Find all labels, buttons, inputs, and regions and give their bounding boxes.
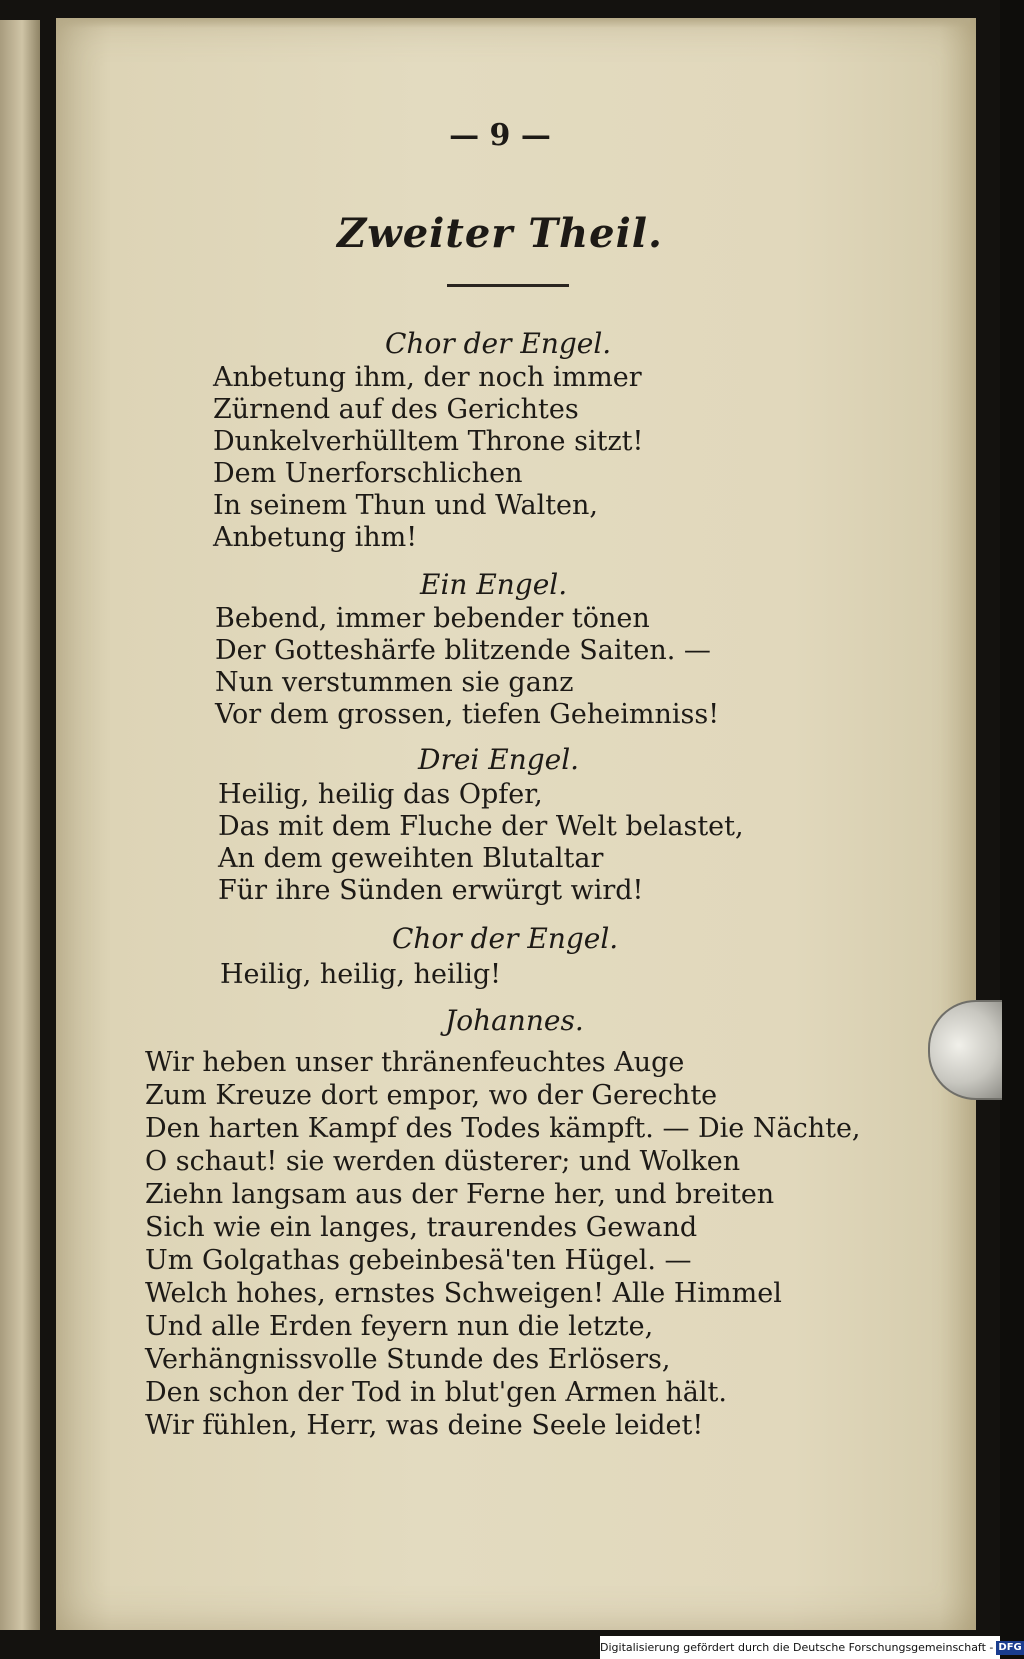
verse-block-3 (218, 779, 744, 907)
verse-line: Wir fühlen, Herr, was deine Seele leidet! (145, 1410, 704, 1441)
verse-line: In seinem Thun und Walten, (213, 490, 599, 521)
chapter-title: Zweiter Theil. (337, 210, 663, 257)
title-divider (447, 284, 569, 287)
verse-line: Dunkelverhülltem Throne sitzt! (213, 426, 644, 457)
verse-line: Das mit dem Fluche der Welt belastet, (218, 811, 744, 842)
verse-line: Vor dem grossen, tiefen Geheimniss! (215, 699, 720, 730)
left-page-edge (0, 20, 40, 1630)
verse-line: Anbetung ihm, der noch immer (213, 362, 642, 393)
verse-line: Den schon der Tod in blut'gen Armen hält. (145, 1377, 727, 1408)
verse-block-1 (213, 362, 643, 554)
verse-line: Bebend, immer bebender tönen (215, 603, 650, 634)
verse-line: Heilig, heilig, heilig! (220, 959, 502, 990)
page-number: — 9 — (449, 118, 551, 153)
speaker-drei-engel: Drei Engel. (418, 743, 580, 776)
verse-line: An dem geweihten Blutaltar (218, 843, 604, 874)
credit-text: Digitalisierung gefördert durch die Deutsche Forschungsgemeinschaft - (600, 1641, 994, 1654)
verse-line: Dem Unerforschlichen (213, 458, 523, 489)
verse-line: Der Gotteshärfe blitzende Saiten. — (215, 635, 711, 666)
verse-line: Wir heben unser thränenfeuchtes Auge (145, 1047, 685, 1078)
dfg-logo: DFG (998, 1642, 1022, 1653)
page-top-edge (60, 18, 970, 28)
verse-line: Um Golgathas gebeinbesä'ten Hügel. — (145, 1245, 692, 1276)
verse-line: Ziehn langsam aus der Ferne her, und breiten (145, 1179, 775, 1210)
verse-line: Zum Kreuze dort empor, wo der Gerechte (145, 1080, 718, 1111)
digitization-credit (600, 1636, 1022, 1659)
verse-line: Verhängnissvolle Stunde des Erlösers, (145, 1344, 671, 1375)
verse-line: Welch hohes, ernstes Schweigen! Alle Himmel (145, 1278, 782, 1309)
verse-line: Anbetung ihm! (213, 522, 418, 553)
speaker-chor-der-engel-2: Chor der Engel. (392, 922, 619, 955)
verse-line: Zürnend auf des Gerichtes (213, 394, 579, 425)
verse-block-5 (145, 1046, 861, 1442)
verse-block-4 (220, 959, 501, 991)
speaker-ein-engel: Ein Engel. (420, 568, 568, 601)
verse-line: Sich wie ein langes, traurendes Gewand (145, 1212, 698, 1243)
verse-line: Und alle Erden feyern nun die letzte, (145, 1311, 654, 1342)
verse-line: Den harten Kampf des Todes kämpft. — Die Nächte, (145, 1113, 861, 1144)
verse-line: O schaut! sie werden düsterer; und Wolken (145, 1146, 741, 1177)
verse-line: Für ihre Sünden erwürgt wird! (218, 875, 644, 906)
verse-line: Heilig, heilig das Opfer, (218, 779, 543, 810)
speaker-chor-der-engel: Chor der Engel. (385, 327, 612, 360)
verse-line: Nun verstummen sie ganz (215, 667, 574, 698)
speaker-johannes: Johannes. (445, 1004, 584, 1037)
verse-block-2 (215, 603, 719, 731)
